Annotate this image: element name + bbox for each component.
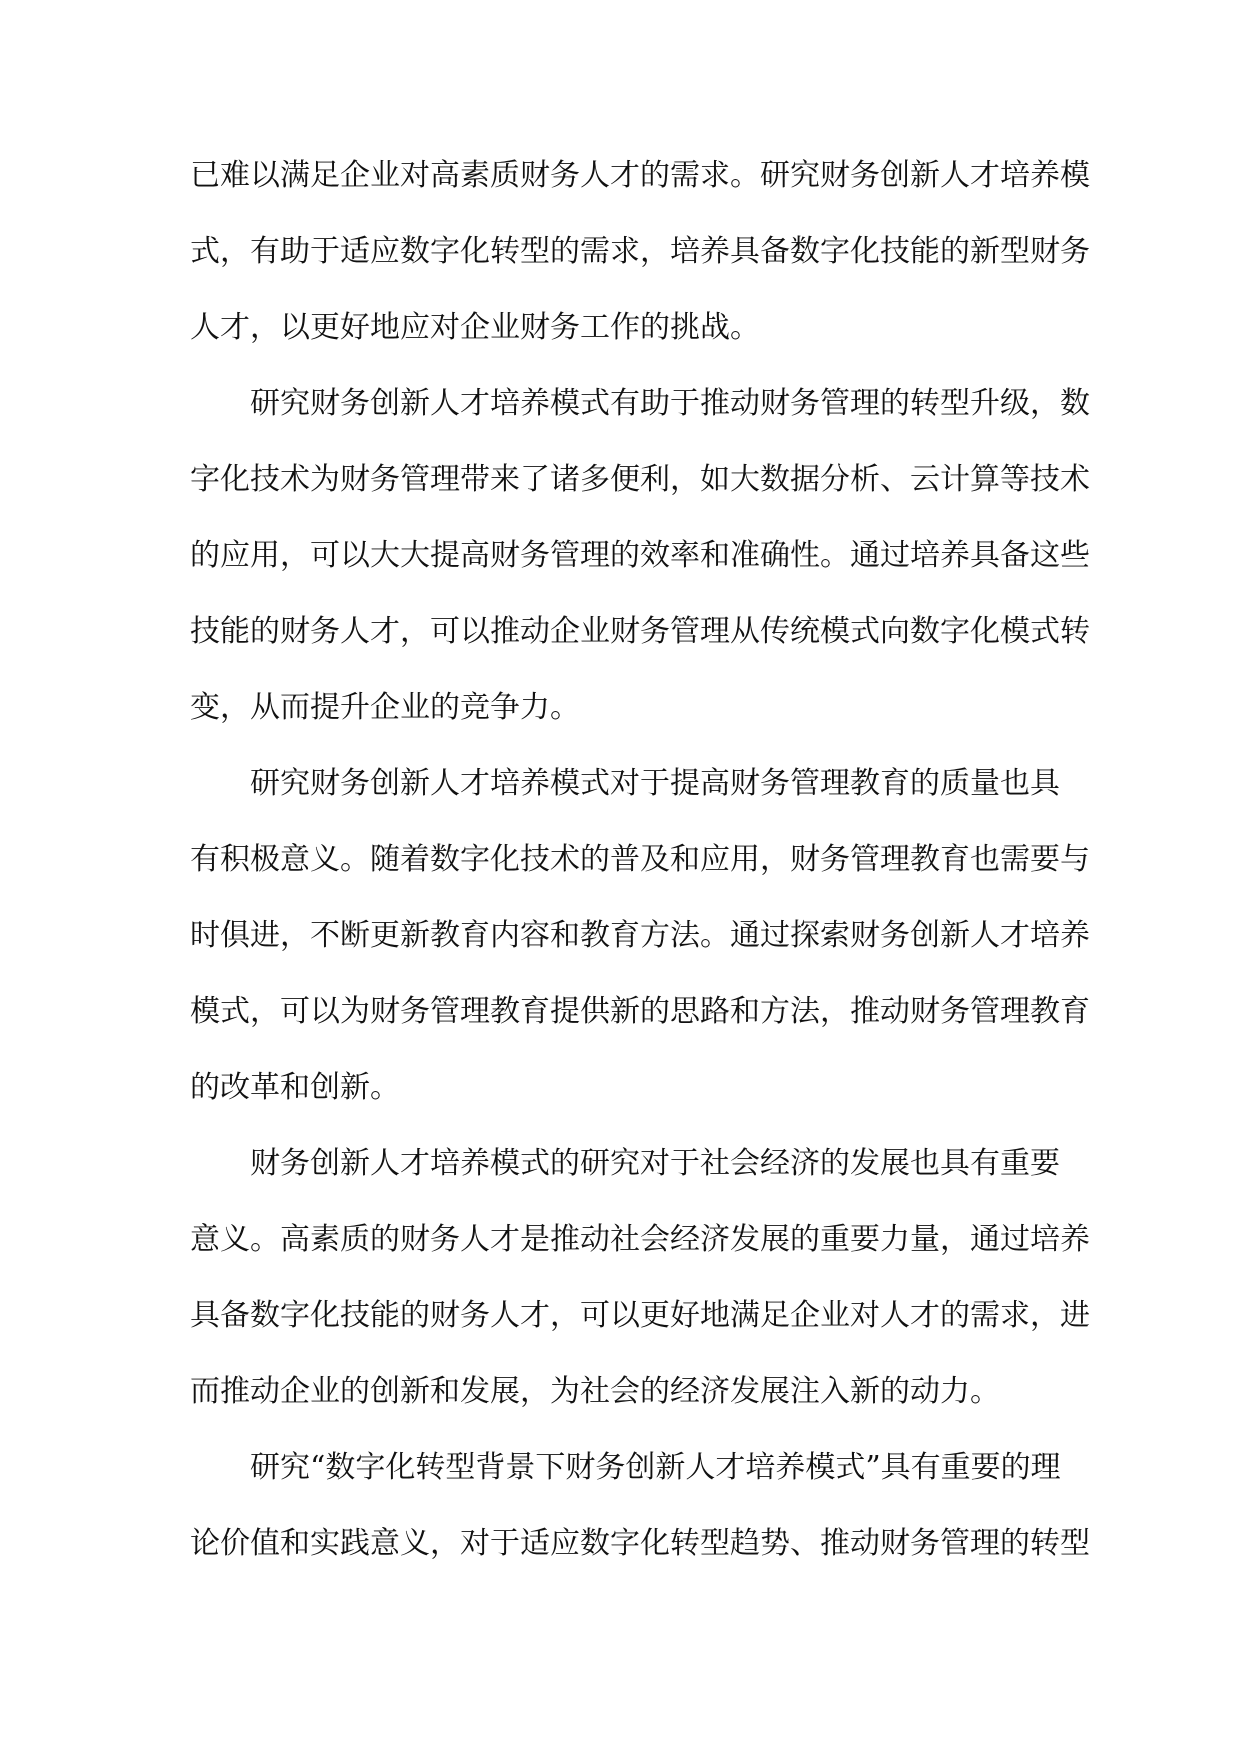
paragraph-4-line-3: 具备数字化技能的财务人才，可以更好地满足企业对人才的需求，进 [190, 1298, 1090, 1333]
paragraph-4-line-4: 而推动企业的创新和发展，为社会的经济发展注入新的动力。 [190, 1374, 1000, 1409]
paragraph-4-line-2: 意义。高素质的财务人才是推动社会经济发展的重要力量，通过培养 [190, 1222, 1090, 1257]
paragraph-2-line-4: 技能的财务人才，可以推动企业财务管理从传统模式向数字化模式转 [190, 614, 1090, 649]
paragraph-3-line-2: 有积极意义。随着数字化技术的普及和应用，财务管理教育也需要与 [190, 842, 1090, 877]
body-text [190, 138, 1090, 1582]
paragraph-2-line-3: 的应用，可以大大提高财务管理的效率和准确性。通过培养具备这些 [190, 538, 1090, 573]
paragraph-5-line-1: 研究“数字化转型背景下财务创新人才培养模式”具有重要的理 [250, 1450, 1061, 1485]
paragraph-4-line-1: 财务创新人才培养模式的研究对于社会经济的发展也具有重要 [250, 1146, 1060, 1181]
paragraph-3-line-3: 时俱进，不断更新教育内容和教育方法。通过探索财务创新人才培养 [190, 918, 1090, 953]
paragraph-1-line-2: 式，有助于适应数字化转型的需求，培养具备数字化技能的新型财务 [190, 234, 1090, 269]
paragraph-1-line-3: 人才，以更好地应对企业财务工作的挑战。 [190, 310, 760, 345]
paragraph-3-line-1: 研究财务创新人才培养模式对于提高财务管理教育的质量也具 [250, 766, 1060, 801]
paragraph-2-line-1: 研究财务创新人才培养模式有助于推动财务管理的转型升级，数 [250, 386, 1090, 421]
paragraph-5-line-2: 论价值和实践意义，对于适应数字化转型趋势、推动财务管理的转型 [190, 1526, 1090, 1561]
paragraph-1-line-1: 已难以满足企业对高素质财务人才的需求。研究财务创新人才培养模 [190, 158, 1090, 193]
paragraph-3-line-5: 的改革和创新。 [190, 1070, 400, 1105]
paragraph-3-line-4: 模式，可以为财务管理教育提供新的思路和方法，推动财务管理教育 [190, 994, 1090, 1029]
paragraph-2-line-2: 字化技术为财务管理带来了诸多便利，如大数据分析、云计算等技术 [190, 462, 1090, 497]
paragraph-2-line-5: 变，从而提升企业的竞争力。 [190, 690, 580, 725]
